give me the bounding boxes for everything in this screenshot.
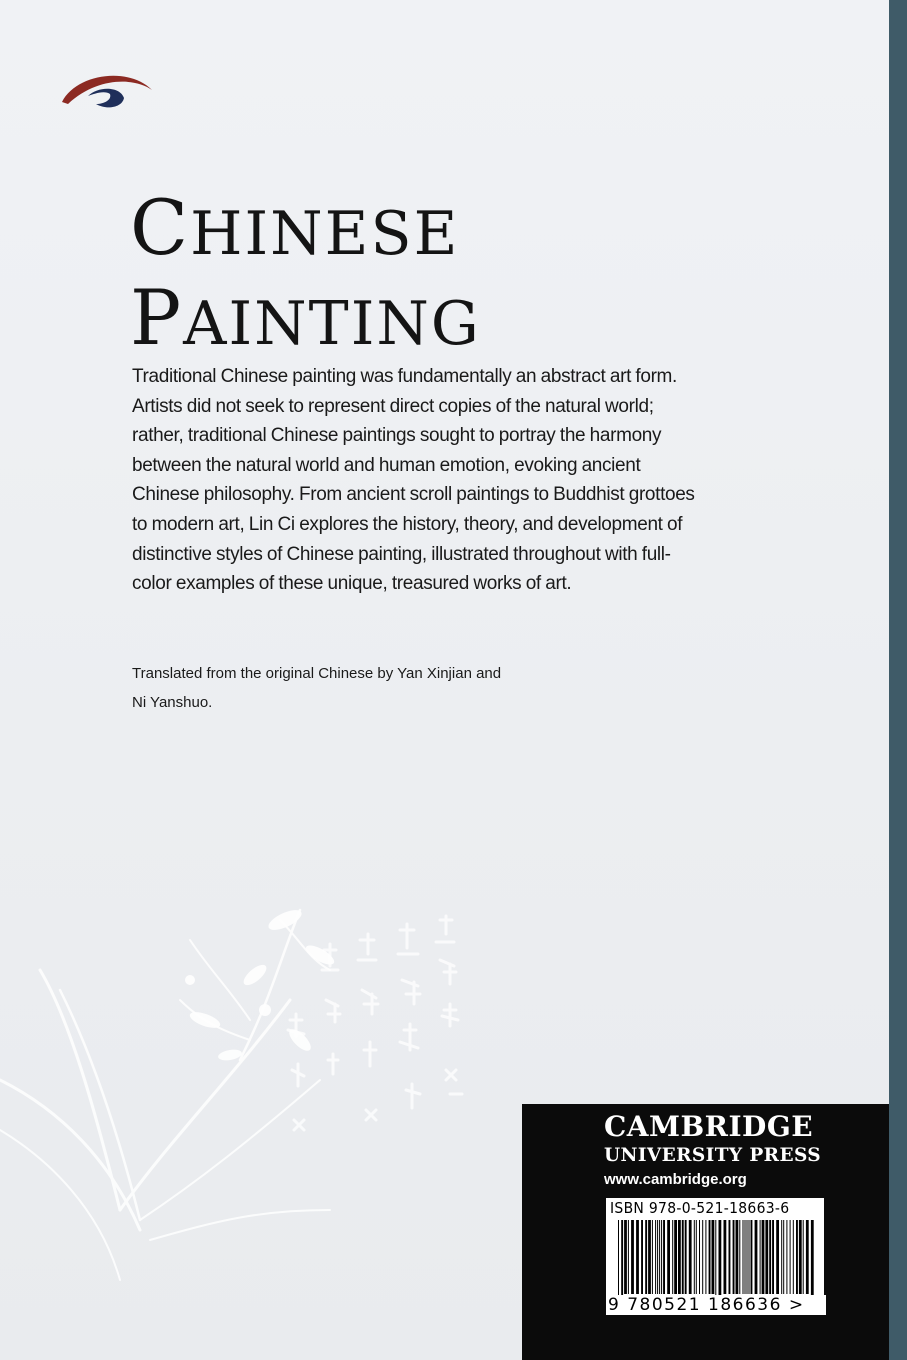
ean-digits: 9 780521 186636 > <box>606 1295 826 1315</box>
barcode-bar <box>719 1220 722 1302</box>
barcode-panel <box>606 1198 824 1315</box>
barcode-bar <box>661 1220 662 1294</box>
barcode-bar <box>796 1220 798 1294</box>
barcode-bar <box>755 1220 758 1294</box>
barcode-bar <box>685 1220 687 1294</box>
barcode-bar <box>641 1220 643 1294</box>
publisher-url[interactable]: www.cambridge.org <box>604 1171 747 1188</box>
barcode-bar <box>657 1220 658 1294</box>
barcode-bar <box>631 1220 634 1294</box>
barcode-bar <box>765 1220 768 1294</box>
barcode-bar <box>678 1220 681 1294</box>
barcode-bar <box>803 1220 804 1294</box>
barcode-bar <box>762 1220 765 1294</box>
spine-edge <box>889 0 907 1360</box>
translator-note: Translated from the original Chinese by Yan Xinjian and Ni Yanshuo. <box>132 665 502 711</box>
barcode-bar <box>636 1220 639 1294</box>
barcode-bar <box>659 1220 660 1294</box>
barcode-bar <box>811 1220 814 1302</box>
publisher-name: CAMBRIDGE <box>604 1110 814 1143</box>
barcode-bar <box>769 1220 771 1294</box>
barcode-bars <box>616 1220 816 1302</box>
barcode-bar <box>621 1220 623 1302</box>
barcode-bar <box>760 1220 761 1294</box>
publisher-subtitle: UNIVERSITY PRESS <box>604 1145 822 1166</box>
barcode-bar <box>781 1220 782 1294</box>
barcode-bar <box>652 1220 653 1294</box>
book-title <box>130 183 481 366</box>
barcode-bar <box>682 1220 684 1294</box>
barcode-bar <box>793 1220 794 1294</box>
barcode-bar <box>729 1220 731 1294</box>
barcode-bar <box>663 1220 665 1294</box>
publisher-panel <box>522 1104 889 1360</box>
barcode-bar <box>699 1220 700 1294</box>
barcode-bar <box>776 1220 779 1294</box>
barcode-bar <box>689 1220 692 1294</box>
barcode-bar <box>790 1220 791 1294</box>
isbn-label: ISBN 978-0-521-18663-6 <box>610 1199 790 1217</box>
barcode-bar <box>667 1220 670 1294</box>
barcode-bar <box>724 1220 727 1294</box>
barcode-bar <box>712 1220 715 1294</box>
barcode-bar <box>786 1220 787 1294</box>
barcode-bar <box>751 1220 753 1294</box>
barcode-bar <box>772 1220 774 1294</box>
barcode-bar <box>674 1220 677 1294</box>
barcode-bar <box>739 1220 740 1294</box>
barcode-bar <box>733 1220 735 1294</box>
book-description: Traditional Chinese painting was fundamentally an abstract art form. Artists did not seek to represent direct copies of the natural world; rather, traditional Chinese paintings sought to portray the harmony between the natural world and human emotion, evoking ancient Chinese philosophy. From ancient scroll paintings to Buddhist grottoes to modern art, Lin Ci explores the history, theory, and development of distinctive styles of Chinese painting, illustrated throughout with full-color examples of these unique, treasured works of art. <box>132 366 695 595</box>
eye-brush-logo-icon <box>58 64 156 112</box>
barcode-bar <box>715 1220 716 1302</box>
barcode-bar <box>672 1220 673 1294</box>
barcode-bar <box>783 1220 784 1294</box>
barcode-bar <box>655 1220 656 1294</box>
barcode-bar <box>709 1220 711 1294</box>
barcode-bar <box>745 1220 746 1294</box>
barcode-bar <box>806 1220 809 1294</box>
barcode-bar <box>705 1220 706 1294</box>
barcode-bar <box>645 1220 647 1294</box>
orchid-calligraphy-watermark <box>0 880 520 1360</box>
barcode-bar <box>628 1220 629 1294</box>
barcode-bar <box>648 1220 651 1294</box>
barcode-bar <box>743 1220 744 1294</box>
barcode-bar <box>694 1220 695 1294</box>
barcode-bar <box>799 1220 802 1294</box>
barcode-bar <box>747 1220 748 1294</box>
title-line-1: CHINESE <box>130 183 460 272</box>
barcode-bar <box>618 1220 619 1302</box>
barcode-bar <box>702 1220 703 1294</box>
barcode-bar <box>696 1220 697 1294</box>
barcode-bar <box>736 1220 739 1294</box>
barcode-bar <box>624 1220 627 1294</box>
barcode-bar <box>749 1220 750 1294</box>
title-line-2: PAINTING <box>130 273 481 362</box>
